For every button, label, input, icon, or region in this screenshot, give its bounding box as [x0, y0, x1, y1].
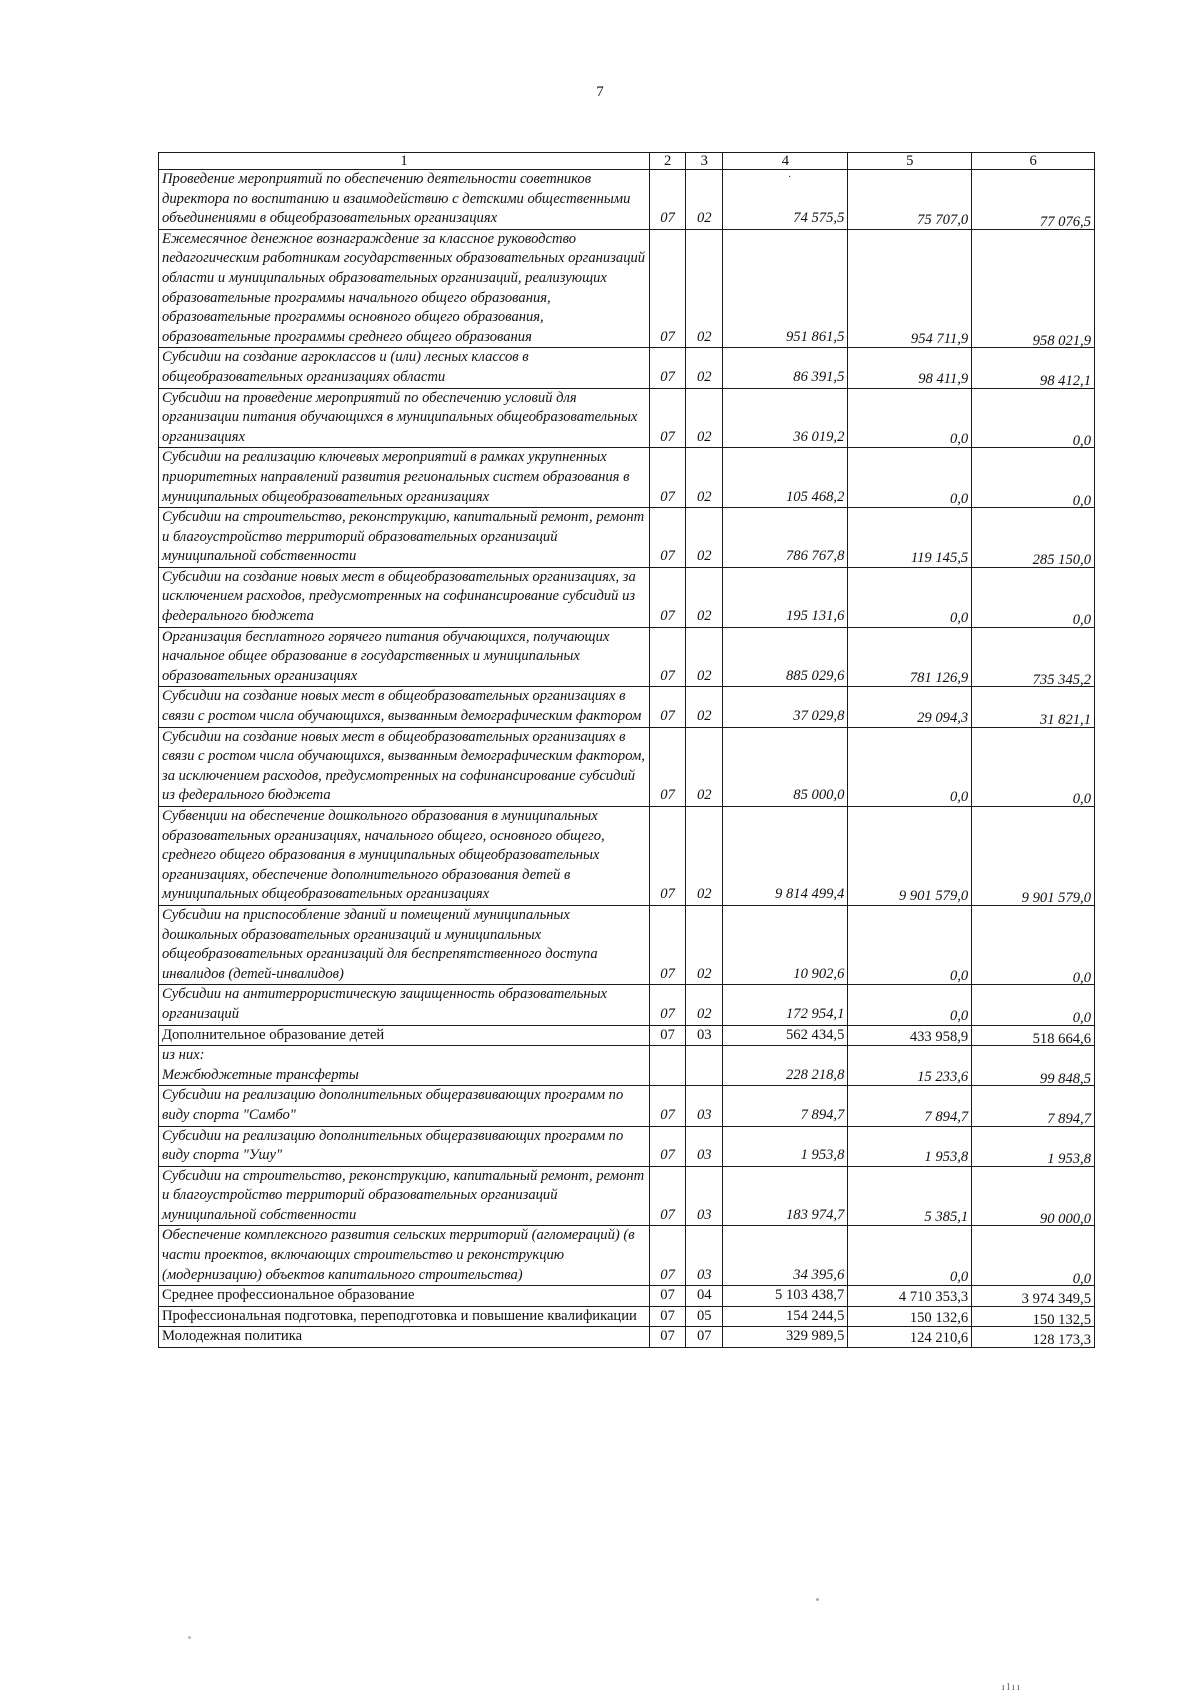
- row-value-col-5-text: 433 958,9: [909, 1028, 969, 1045]
- row-value-col-5-text: 1 953,8: [924, 1149, 969, 1166]
- row-name-cell: Профессиональная подготовка, переподготовка и повышение квалификации: [159, 1306, 650, 1327]
- row-value-col-6-text: 0,0: [1072, 432, 1091, 449]
- page-number: 7: [596, 84, 604, 100]
- row-value-col-5-text: 98 411,9: [918, 370, 969, 387]
- row-subsection-code: 03: [686, 1025, 723, 1046]
- row-value-col-4: 86 391,5: [723, 348, 848, 388]
- row-value-col-4: 885 029,6: [723, 627, 848, 687]
- row-subsection-code: [686, 1046, 723, 1086]
- row-value-col-5-text: 0,0: [949, 789, 969, 806]
- row-section-code: 07: [650, 567, 686, 627]
- table-row: [159, 627, 1095, 687]
- row-section-code: 07: [650, 627, 686, 687]
- row-value-col-6-text: 3 974 349,5: [1021, 1291, 1091, 1308]
- row-section-code: 07: [650, 1126, 686, 1166]
- row-subsection-code: 02: [686, 348, 723, 388]
- row-section-code: 07: [650, 170, 686, 230]
- row-value-col-5-text: 29 094,3: [917, 710, 969, 727]
- row-value-col-6: [972, 687, 1095, 727]
- table-row: [159, 170, 1095, 230]
- row-section-code: [650, 1046, 686, 1086]
- row-value-col-5: [848, 1126, 972, 1166]
- row-name-cell: Субсидии на строительство, реконструкцию, капитальный ремонт, ремонт и благоустройство территорий образовательных организаций муниципальной собственности: [159, 1166, 650, 1226]
- row-value-col-6-text: 0,0: [1072, 1270, 1091, 1287]
- row-value-col-5: [848, 1327, 972, 1348]
- row-section-code: 07: [650, 1306, 686, 1327]
- row-section-code: 07: [650, 985, 686, 1025]
- row-value-col-6: [972, 727, 1095, 806]
- row-value-col-5-text: 0,0: [949, 610, 969, 627]
- row-name-cell: Субсидии на создание агроклассов и (или) лесных классов в общеобразовательных организациях области: [159, 348, 650, 388]
- row-value-col-4: 36 019,2: [723, 388, 848, 448]
- row-value-col-5: [848, 627, 972, 687]
- row-section-code: 07: [650, 727, 686, 806]
- row-name-cell: Проведение мероприятий по обеспечению деятельности советников директора по воспитанию и взаимодействию с детскими общественными объединениями в общеобразовательных организациях: [159, 170, 650, 230]
- row-subsection-code: 02: [686, 170, 723, 230]
- budget-table-body: [159, 153, 1095, 1348]
- row-value-col-6-text: 285 150,0: [1032, 552, 1091, 569]
- header-col-6: 6: [972, 153, 1095, 170]
- table-row: [159, 229, 1095, 348]
- row-value-col-5-text: 0,0: [949, 430, 969, 447]
- scan-dot-mark: ·: [788, 172, 792, 183]
- row-value-col-5-text: 4 710 353,3: [898, 1289, 969, 1306]
- row-value-col-4: 5 103 438,7: [723, 1286, 848, 1307]
- row-subsection-code: 02: [686, 508, 723, 568]
- table-row: [159, 567, 1095, 627]
- table-row: [159, 727, 1095, 806]
- row-section-code: 07: [650, 807, 686, 906]
- row-name-cell: Субсидии на реализацию дополнительных общеразвивающих программ по виду спорта "Ушу": [159, 1126, 650, 1166]
- table-row: [159, 1046, 1095, 1086]
- row-value-col-6: [972, 1226, 1095, 1286]
- row-value-col-5-text: 119 145,5: [910, 550, 969, 567]
- row-value-col-6: [972, 348, 1095, 388]
- table-row: [159, 1086, 1095, 1126]
- row-value-col-4: 34 395,6: [723, 1226, 848, 1286]
- table-row: [159, 388, 1095, 448]
- row-value-col-6-text: 0,0: [1072, 1009, 1091, 1026]
- row-value-col-6-text: 150 132,5: [1032, 1311, 1091, 1328]
- header-col-1: 1: [159, 153, 650, 170]
- row-name-cell: из них: Межбюджетные трансферты: [159, 1046, 650, 1086]
- row-value-col-5: [848, 1046, 972, 1086]
- row-value-col-6-text: 128 173,3: [1032, 1332, 1091, 1349]
- row-value-col-4: 154 244,5: [723, 1306, 848, 1327]
- row-value-col-4: 74 575,5: [723, 170, 848, 230]
- row-value-col-6: [972, 985, 1095, 1025]
- row-value-col-6: [972, 627, 1095, 687]
- row-value-col-5: [848, 567, 972, 627]
- row-name-cell: Субсидии на реализацию ключевых мероприятий в рамках укрупненных приоритетных направлений развития региональных систем образования в муниципальных общеобразовательных организациях: [159, 448, 650, 508]
- row-value-col-5-text: 954 711,9: [910, 330, 969, 347]
- table-row: [159, 448, 1095, 508]
- row-value-col-5: [848, 170, 972, 230]
- row-value-col-5: [848, 508, 972, 568]
- row-value-col-6-text: 98 412,1: [1039, 372, 1091, 389]
- table-row: [159, 905, 1095, 984]
- row-value-col-6-text: 735 345,2: [1032, 671, 1091, 688]
- row-value-col-5-text: 0,0: [949, 490, 969, 507]
- row-section-code: 07: [650, 348, 686, 388]
- row-section-code: 07: [650, 1327, 686, 1348]
- row-value-col-4: 9 814 499,4: [723, 807, 848, 906]
- row-name-cell: Субсидии на реализацию дополнительных общеразвивающих программ по виду спорта "Самбо": [159, 1086, 650, 1126]
- row-value-col-6-text: 0,0: [1072, 791, 1091, 808]
- row-value-col-6-text: 90 000,0: [1039, 1210, 1091, 1227]
- row-subsection-code: 02: [686, 807, 723, 906]
- row-value-col-5-text: 15 233,6: [917, 1068, 969, 1085]
- row-value-col-6-text: 0,0: [1072, 612, 1091, 629]
- row-value-col-4: 329 989,5: [723, 1327, 848, 1348]
- row-subsection-code: 02: [686, 229, 723, 348]
- table-row: [159, 1327, 1095, 1348]
- row-value-col-4: 562 434,5: [723, 1025, 848, 1046]
- row-value-col-4: 228 218,8: [723, 1046, 848, 1086]
- row-subsection-code: 03: [686, 1166, 723, 1226]
- row-name-cell: Субвенции на обеспечение дошкольного образования в муниципальных образовательных организациях, начального общего, основного общего, среднего общего образования в муниципальных общеобразовательных организациях, обеспечение дополнительного образования детей в муниципальных общеобразовательных организациях: [159, 807, 650, 906]
- row-section-code: 07: [650, 1286, 686, 1307]
- row-section-code: 07: [650, 687, 686, 727]
- row-subsection-code: 05: [686, 1306, 723, 1327]
- row-name-cell: Дополнительное образование детей: [159, 1025, 650, 1046]
- row-subsection-code: 03: [686, 1086, 723, 1126]
- table-row: [159, 1126, 1095, 1166]
- row-value-col-4: 105 468,2: [723, 448, 848, 508]
- row-value-col-5: [848, 1025, 972, 1046]
- table-header-row: [159, 153, 1095, 170]
- row-value-col-4: 183 974,7: [723, 1166, 848, 1226]
- row-value-col-5-text: 0,0: [949, 1268, 969, 1285]
- row-value-col-6: [972, 905, 1095, 984]
- row-subsection-code: 03: [686, 1226, 723, 1286]
- table-row: [159, 1306, 1095, 1327]
- row-value-col-6: [972, 1126, 1095, 1166]
- row-value-col-6-text: 0,0: [1072, 492, 1091, 509]
- table-row: [159, 807, 1095, 906]
- table-row: [159, 508, 1095, 568]
- header-col-5: 5: [848, 153, 972, 170]
- scan-corner-mark: ılıı: [1001, 1681, 1022, 1693]
- row-value-col-6-text: 99 848,5: [1039, 1070, 1091, 1087]
- row-value-col-6-text: 77 076,5: [1039, 214, 1091, 231]
- row-value-col-5: [848, 687, 972, 727]
- row-value-col-5: [848, 727, 972, 806]
- row-subsection-code: 04: [686, 1286, 723, 1307]
- row-value-col-6-text: 958 021,9: [1032, 332, 1091, 349]
- scan-speck: [816, 1598, 819, 1601]
- row-name-cell: Субсидии на проведение мероприятий по обеспечению условий для организации питания обучающихся в муниципальных общеобразовательных организациях: [159, 388, 650, 448]
- row-subsection-code: 02: [686, 388, 723, 448]
- row-value-col-4: 172 954,1: [723, 985, 848, 1025]
- header-col-4: 4: [723, 153, 848, 170]
- row-value-col-5-text: 0,0: [949, 967, 969, 984]
- row-value-col-6: [972, 508, 1095, 568]
- row-section-code: 07: [650, 388, 686, 448]
- row-value-col-5: [848, 448, 972, 508]
- row-subsection-code: 02: [686, 567, 723, 627]
- row-section-code: 07: [650, 448, 686, 508]
- table-row: [159, 1025, 1095, 1046]
- table-row: [159, 1166, 1095, 1226]
- row-section-code: 07: [650, 229, 686, 348]
- row-value-col-5-text: 0,0: [949, 1007, 969, 1024]
- row-name-cell: Субсидии на приспособление зданий и помещений муниципальных дошкольных образовательных организаций и муниципальных общеобразовательных организаций для беспрепятственного доступа инвалидов (детей-инвалидов): [159, 905, 650, 984]
- row-section-code: 07: [650, 1166, 686, 1226]
- row-value-col-5: [848, 348, 972, 388]
- row-section-code: 07: [650, 1086, 686, 1126]
- row-section-code: 07: [650, 508, 686, 568]
- row-value-col-4: 951 861,5: [723, 229, 848, 348]
- scan-speck: [188, 1636, 191, 1639]
- row-subsection-code: 02: [686, 627, 723, 687]
- row-value-col-6: [972, 1086, 1095, 1126]
- row-value-col-6: [972, 448, 1095, 508]
- row-value-col-5: [848, 1226, 972, 1286]
- row-value-col-6: [972, 807, 1095, 906]
- row-name-cell: Организация бесплатного горячего питания обучающихся, получающих начальное общее образование в государственных и муниципальных образовательных организациях: [159, 627, 650, 687]
- row-name-cell: Молодежная политика: [159, 1327, 650, 1348]
- row-name-cell: Субсидии на создание новых мест в общеобразовательных организациях в связи с ростом числа обучающихся, вызванным демографическим фактором: [159, 687, 650, 727]
- row-value-col-5: [848, 229, 972, 348]
- row-value-col-5-text: 75 707,0: [917, 212, 969, 229]
- row-name-cell: Субсидии на строительство, реконструкцию, капитальный ремонт, ремонт и благоустройство территорий образовательных организаций муниципальной собственности: [159, 508, 650, 568]
- row-value-col-5: [848, 807, 972, 906]
- row-value-col-5-text: 5 385,1: [924, 1208, 969, 1225]
- row-value-col-5: [848, 1286, 972, 1307]
- row-value-col-5: [848, 985, 972, 1025]
- row-name-cell: Субсидии на антитеррористическую защищенность образовательных организаций: [159, 985, 650, 1025]
- row-value-col-6-text: 31 821,1: [1039, 712, 1091, 729]
- row-name-cell: Субсидии на создание новых мест в общеобразовательных организациях, за исключением расходов, предусмотренных на софинансирование субсидий из федерального бюджета: [159, 567, 650, 627]
- row-value-col-4: 7 894,7: [723, 1086, 848, 1126]
- row-value-col-6-text: 7 894,7: [1047, 1110, 1091, 1127]
- table-row: [159, 985, 1095, 1025]
- row-section-code: 07: [650, 905, 686, 984]
- table-row: [159, 1286, 1095, 1307]
- row-value-col-5-text: 781 126,9: [909, 669, 969, 686]
- row-value-col-4: 786 767,8: [723, 508, 848, 568]
- row-value-col-4: 37 029,8: [723, 687, 848, 727]
- row-value-col-4: 195 131,6: [723, 567, 848, 627]
- row-name-cell: Ежемесячное денежное вознаграждение за классное руководство педагогическим работникам государственных образовательных организаций области и муниципальных образовательных организаций, реализующих образовательные программы начального общего образования, образовательные программы основного общего образования, образовательные программы среднего общего образования: [159, 229, 650, 348]
- row-value-col-6-text: 1 953,8: [1047, 1151, 1091, 1168]
- row-value-col-5: [848, 1306, 972, 1327]
- row-value-col-4: 85 000,0: [723, 727, 848, 806]
- row-value-col-6: [972, 567, 1095, 627]
- row-section-code: 07: [650, 1025, 686, 1046]
- row-subsection-code: 02: [686, 985, 723, 1025]
- row-value-col-5-text: 150 132,6: [909, 1309, 969, 1326]
- table-row: [159, 348, 1095, 388]
- row-value-col-5: [848, 1086, 972, 1126]
- row-subsection-code: 02: [686, 905, 723, 984]
- row-section-code: 07: [650, 1226, 686, 1286]
- row-subsection-code: 02: [686, 687, 723, 727]
- row-value-col-6-text: 0,0: [1072, 969, 1091, 986]
- header-col-2: 2: [650, 153, 686, 170]
- row-subsection-code: 03: [686, 1126, 723, 1166]
- row-value-col-6: [972, 388, 1095, 448]
- row-value-col-5-text: 7 894,7: [924, 1108, 969, 1125]
- row-value-col-5: [848, 905, 972, 984]
- header-col-3: 3: [686, 153, 723, 170]
- table-row: [159, 1226, 1095, 1286]
- row-subsection-code: 02: [686, 727, 723, 806]
- row-value-col-5: [848, 388, 972, 448]
- row-value-col-6-text: 9 901 579,0: [1021, 890, 1091, 907]
- row-value-col-6: [972, 170, 1095, 230]
- budget-table: [158, 152, 1095, 1348]
- table-row: [159, 687, 1095, 727]
- row-value-col-6: [972, 229, 1095, 348]
- row-subsection-code: 02: [686, 448, 723, 508]
- row-value-col-6: [972, 1046, 1095, 1086]
- row-value-col-4: 1 953,8: [723, 1126, 848, 1166]
- row-value-col-5: [848, 1166, 972, 1226]
- row-value-col-5-text: 9 901 579,0: [898, 888, 969, 905]
- row-name-cell: Среднее профессиональное образование: [159, 1286, 650, 1307]
- row-value-col-4: 10 902,6: [723, 905, 848, 984]
- row-subsection-code: 07: [686, 1327, 723, 1348]
- row-value-col-5-text: 124 210,6: [909, 1330, 969, 1347]
- row-value-col-6: [972, 1166, 1095, 1226]
- row-name-cell: Субсидии на создание новых мест в общеобразовательных организациях в связи с ростом числа обучающихся, вызванным демографическим фактором, за исключением расходов, предусмотренных на софинансирование субсидий из федерального бюджета: [159, 727, 650, 806]
- row-name-cell: Обеспечение комплексного развития сельских территорий (агломераций) (в части проектов, включающих строительство и реконструкцию (модернизацию) объектов капитального строительства): [159, 1226, 650, 1286]
- row-value-col-6-text: 518 664,6: [1032, 1030, 1091, 1047]
